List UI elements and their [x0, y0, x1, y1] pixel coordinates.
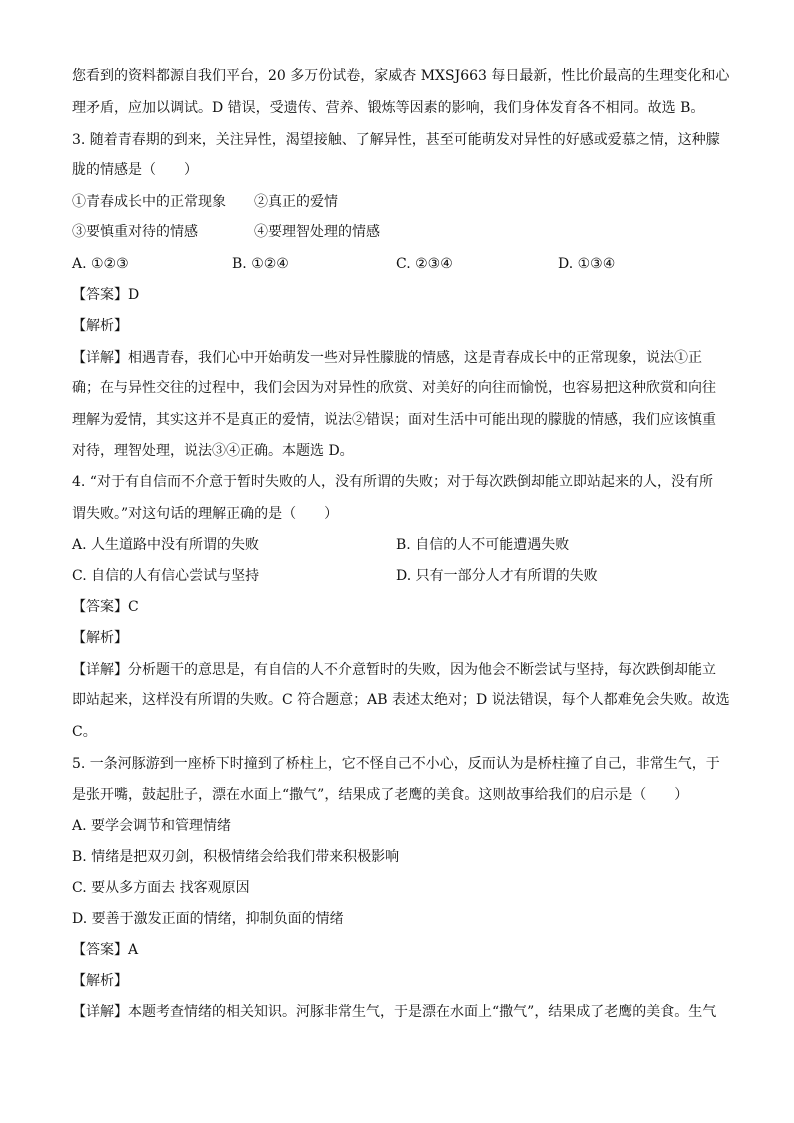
q4-detail-line-3: C。 — [72, 724, 97, 740]
q4-option-a: A. 人生道路中没有所谓的失败 — [72, 537, 260, 553]
q5-option-a: A. 要学会调节和管理情绪 — [72, 818, 232, 834]
q4-detail-line-1: 【详解】分析题干的意思是，有自信的人不介意暂时的失败，因为他会不断尝试与坚持，每次跌倒却能立 — [72, 662, 716, 678]
q5-detail-line-1: 【详解】本题考查情绪的相关知识。河豚非常生气，于是漂在水面上“撒气”，结果成了老鹰的美食。生气 — [72, 1004, 717, 1020]
q4-option-d: D. 只有一部分人才有所谓的失败 — [396, 568, 598, 584]
q3-analysis-heading: 【解析】 — [72, 318, 128, 334]
q3-option-a: A. ①②③ — [72, 256, 129, 272]
q3-option-b: B. ①②④ — [232, 256, 289, 272]
q4-stem-line-2: 谓失败。”对这句话的理解正确的是（ ） — [72, 506, 339, 522]
q3-detail-line-3: 理解为爱情，其实这并不是真正的爱情，说法②错误；面对生活中可能出现的朦胧的情感，我们应该慎重 — [72, 412, 716, 428]
q5-stem-line-2: 是张开嘴，鼓起肚子，漂在水面上“撒气”，结果成了老鹰的美食。这则故事给我们的启示是（ ） — [72, 787, 689, 803]
q5-option-d: D. 要善于激发正面的情绪，抑制负面的情绪 — [72, 911, 344, 927]
q4-stem-line-1: 4. “对于有自信而不介意于暂时失败的人，没有所谓的失败；对于每次跌倒却能立即站起来的人，没有所 — [72, 474, 713, 490]
q5-option-b: B. 情绪是把双刃剑，积极情绪会给我们带来积极影响 — [72, 849, 400, 865]
intro-line-2: 理矛盾，应加以调试。D 错误，受遗传、营养、锻炼等因素的影响，我们身体发育各不相同。故选 B。 — [72, 100, 705, 116]
q3-detail-line-4: 对待，理智处理，说法③④正确。本题选 D。 — [72, 443, 354, 459]
q4-option-b: B. 自信的人不可能遭遇失败 — [396, 537, 570, 553]
intro-line-1: 您看到的资料都源自我们平台，20 多万份试卷，家威杏 MXSJ663 每日最新，性比价最高的生理变化和心 — [72, 68, 730, 84]
q5-option-c: C. 要从多方面去 找客观原因 — [72, 880, 250, 896]
q4-analysis-heading: 【解析】 — [72, 630, 128, 646]
q3-statements-2: ③要慎重对待的情感 ④要理智处理的情感 — [72, 224, 380, 240]
q4-answer: 【答案】C — [72, 599, 139, 615]
q3-statements-1: ①青春成长中的正常现象 ②真正的爱情 — [72, 194, 338, 210]
q4-option-c: C. 自信的人有信心尝试与坚持 — [72, 568, 260, 584]
q3-option-d: D. ①③④ — [558, 256, 616, 272]
q5-stem-line-1: 5. 一条河豚游到一座桥下时撞到了桥柱上，它不怪自己不小心，反而认为是桥柱撞了自己，非常生气，于 — [72, 756, 720, 772]
q4-detail-line-2: 即站起来，这样没有所谓的失败。C 符合题意；AB 表述太绝对；D 说法错误，每个人都难免会失败。故选 — [72, 692, 730, 708]
q3-stem-line-2: 胧的情感是（ ） — [72, 162, 198, 178]
q3-stem-line-1: 3. 随着青春期的到来，关注异性，渴望接触、了解异性，甚至可能萌发对异性的好感或爱慕之情，这种朦 — [72, 132, 720, 148]
q5-analysis-heading: 【解析】 — [72, 973, 128, 989]
q3-option-c: C. ②③④ — [396, 256, 453, 272]
q5-answer: 【答案】A — [72, 942, 139, 958]
q3-detail-line-1: 【详解】相遇青春，我们心中开始萌发一些对异性朦胧的情感，这是青春成长中的正常现象，说法①正 — [72, 350, 702, 366]
q3-detail-line-2: 确；在与异性交往的过程中，我们会因为对异性的欣赏、对美好的向往而愉悦，也容易把这种欣赏和向往 — [72, 380, 716, 396]
q3-answer: 【答案】D — [72, 287, 140, 303]
